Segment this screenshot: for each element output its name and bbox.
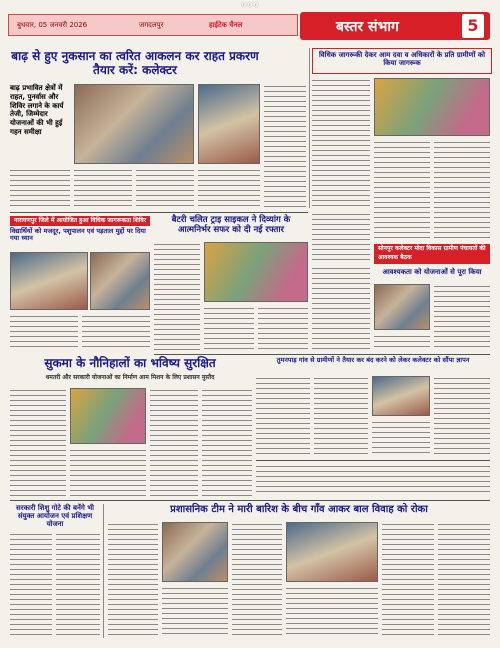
masthead (0, 12, 500, 42)
bottom-left-headline: सरकारी शिशु गोटे की बनेंगे भी संयुक्त आयोजन एवं प्रशिक्षण योजना (15, 504, 94, 529)
bottom-mid-text-6 (438, 522, 490, 638)
right-mid-text-2 (374, 334, 430, 350)
city-text: जगदलपुर (139, 21, 164, 29)
bottom-left-text-1 (10, 532, 52, 638)
tricycle-headline: बैटरी चलित ट्राइ साइकल ने दिव्यांग के आत्मनिर्भर सफर को दी नई रफ्तार (171, 215, 291, 235)
section-rule-4 (10, 500, 490, 501)
section-rule-1 (10, 212, 308, 213)
section-banner (300, 12, 490, 40)
top-right-headline: विधिक जागरूकी देकर आम दवा व अधिकारों के प्रति ग्रामीणों को किया जागरूक (318, 51, 486, 68)
main-headline: बाढ़ से हुए नुकसान का त्वरित आकलन कर राहत प्रकरण तैयार करें: कलेक्टर (11, 49, 259, 77)
tricycle-text-3 (258, 306, 308, 350)
tricycle-text-2 (204, 306, 254, 350)
bottom-left-text-2 (56, 532, 100, 638)
students-photo-1 (10, 252, 88, 310)
students-photo-2 (90, 252, 150, 310)
right-mid-photo (374, 284, 430, 330)
right-box-caption: सोनपुर कलेक्टर मोदा विकास ग्रामीण पंचायतों की आवश्यक बैठक (374, 244, 490, 264)
main-text-col4 (198, 168, 260, 208)
students-headline: विद्यार्थियों को मजदूर, पशुपालन एवं पड़ताल मुद्दों पर दिया गया ध्यान (10, 227, 146, 243)
bottom-mid-photo-2 (286, 522, 378, 582)
main-photo-1 (74, 84, 194, 164)
wide-text-5 (256, 464, 490, 496)
sukma-headline: सुकमा के नौनिहालों का भविष्य सुरक्षित (44, 356, 216, 370)
wide-headline: तुमनपाड़ गांव से ग्रामीणों ने तैयार कर बंद करने को लेकर कलेक्टर को सौंपा ज्ञापन (276, 356, 470, 364)
bottom-mid-headline: प्रशासनिक टीम ने मारी बारिश के बीच गाँव आकर बाल विवाह को रोका (170, 504, 428, 515)
students-text-1 (10, 314, 78, 350)
wide-text-3 (372, 420, 430, 456)
section-rule-2 (154, 354, 490, 355)
students-text-2 (82, 314, 150, 350)
date-text: बुधवार, 05 जनवरी 2026 (17, 21, 88, 29)
right-text-col1b (312, 212, 370, 262)
masthead-title: बस्तर संभाग (336, 19, 399, 35)
main-quote-box (10, 84, 70, 164)
right-mid-headline: आवश्यकता को योजनाओं से पूरा किया (382, 268, 482, 276)
tricycle-text-1 (154, 242, 200, 350)
students-sub: नारायणपुर जिले में आयोजित हुआ विधिक जागरूकता शिविर (10, 216, 150, 226)
tricycle-text-4 (312, 266, 370, 350)
main-text-col3 (136, 168, 194, 208)
sukma-text-3 (150, 388, 198, 496)
bottom-mid-text-4 (286, 586, 378, 638)
main-text-col1 (10, 168, 70, 208)
sukma-text-4 (202, 388, 252, 496)
sukma-photo (70, 388, 146, 444)
section-text: हाईटेक चैनल (209, 21, 243, 29)
column-divider (309, 48, 310, 208)
bottom-mid-text-3 (232, 522, 282, 638)
wide-text-2 (314, 376, 368, 456)
top-mark: ⓒⓒⓒ (240, 2, 259, 9)
main-text-col2 (74, 168, 132, 208)
wide-text-1 (256, 376, 310, 456)
sukma-sub: धमतरी और सरकारी योजनाओं का निर्माण आम मिशन के लिए प्रशासन मुस्तैद (45, 374, 215, 381)
bottom-mid-photo-1 (162, 522, 228, 582)
right-text-col2 (374, 140, 430, 240)
bottom-mid-text-1 (108, 522, 158, 638)
bottom-mid-text-5 (382, 522, 434, 638)
main-quote: बाढ़ प्रभावित क्षेत्रों में राहत, पुनर्वास और शिविर लगाने के कार्य तेजी, जिम्मेदार योजनाओं की भी हुई गहन समीक्षा (10, 84, 64, 136)
top-right-headline-box (312, 48, 492, 74)
sukma-text-1 (10, 388, 66, 496)
wide-text-4 (434, 376, 490, 456)
sukma-text-2 (70, 448, 146, 496)
right-text-col3 (434, 140, 490, 240)
right-photo (374, 78, 490, 136)
page-number: 5 (462, 14, 484, 38)
main-photo-2 (198, 84, 260, 164)
right-text-col1 (312, 78, 370, 208)
right-mid-text-1 (434, 284, 490, 350)
mid-text-col (264, 84, 306, 208)
section-rule-3 (256, 460, 490, 461)
tricycle-photo (204, 242, 308, 302)
date-strip (8, 14, 298, 36)
bottom-divider (103, 504, 104, 638)
wide-photo (372, 376, 430, 416)
bottom-mid-text-2 (162, 586, 228, 638)
